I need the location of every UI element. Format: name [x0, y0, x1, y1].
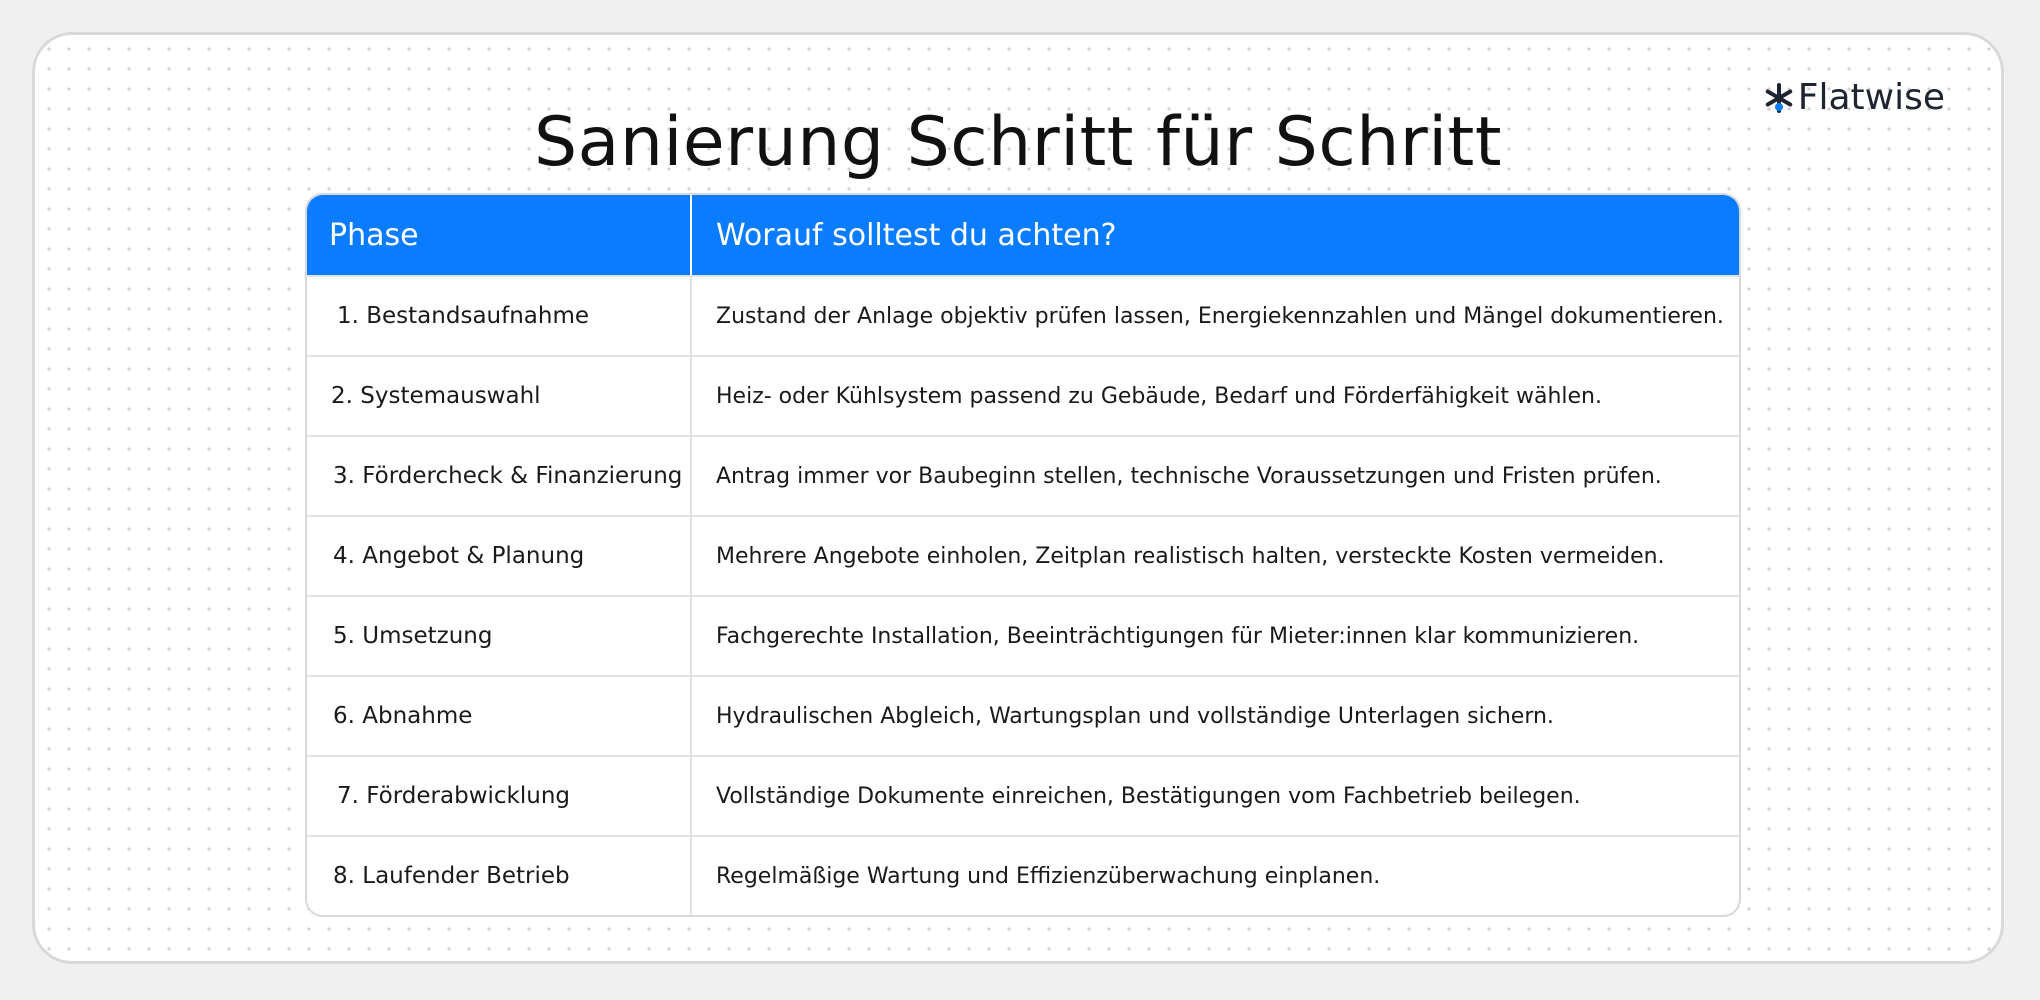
note-cell: Mehrere Angebote einholen, Zeitplan realistisch halten, versteckte Kosten vermeiden. [716, 543, 1665, 569]
phase-cell: 5. Umsetzung [307, 597, 692, 675]
table-row [307, 835, 1739, 915]
table-row [307, 435, 1739, 515]
phase-cell: 8. Laufender Betrieb [307, 837, 692, 915]
content-card [32, 32, 2004, 964]
table-row [307, 515, 1739, 595]
phase-cell: 4. Angebot & Planung [307, 517, 692, 595]
column-header-notes: Worauf solltest du achten? [716, 217, 1117, 253]
phase-cell: 6. Abnahme [307, 677, 692, 755]
phase-cell: 3. Fördercheck & Finanzierung [307, 437, 692, 515]
table-row [307, 595, 1739, 675]
phase-cell: 7. Förderabwicklung [307, 757, 692, 835]
table-header [307, 195, 1739, 275]
note-cell: Zustand der Anlage objektiv prüfen lassen, Energiekennzahlen und Mängel dokumentieren. [716, 303, 1724, 329]
note-cell: Antrag immer vor Baubeginn stellen, technische Voraussetzungen und Fristen prüfen. [716, 463, 1662, 489]
column-header-phase: Phase [307, 195, 692, 275]
phase-table [305, 193, 1741, 917]
note-cell: Heiz- oder Kühlsystem passend zu Gebäude, Bedarf und Förderfähigkeit wählen. [716, 383, 1602, 409]
page-title: Sanierung Schritt für Schritt [534, 103, 1502, 182]
phase-cell: 2. Systemauswahl [307, 357, 692, 435]
brand-name: Flatwise [1797, 77, 1945, 118]
table-row [307, 755, 1739, 835]
table-row [307, 675, 1739, 755]
table-row [307, 275, 1739, 355]
note-cell: Hydraulischen Abgleich, Wartungsplan und vollständige Unterlagen sichern. [716, 703, 1554, 729]
note-cell: Fachgerechte Installation, Beeinträchtigungen für Mieter:innen klar kommunizieren. [716, 623, 1640, 649]
table-row [307, 355, 1739, 435]
note-cell: Regelmäßige Wartung und Effizienzüberwachung einplanen. [716, 863, 1381, 889]
phase-cell: 1. Bestandsaufnahme [307, 277, 692, 355]
note-cell: Vollständige Dokumente einreichen, Bestätigungen vom Fachbetrieb beilegen. [716, 783, 1581, 809]
